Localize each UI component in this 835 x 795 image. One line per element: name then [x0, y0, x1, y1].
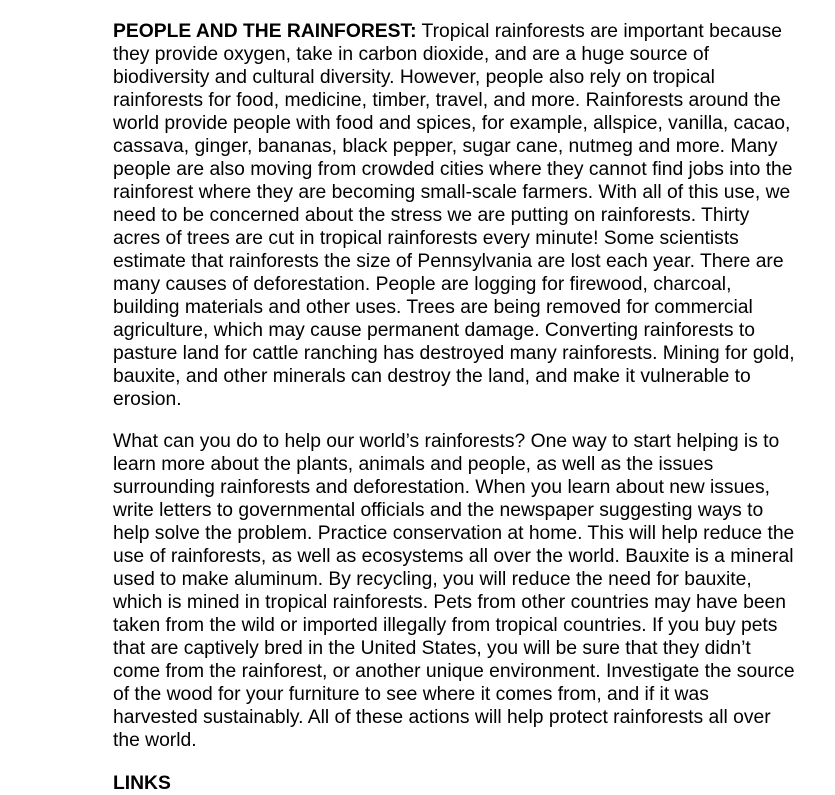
rainforest-people-paragraph	[113, 20, 797, 411]
links-heading: LINKS	[113, 773, 171, 794]
help-rainforests-paragraph	[113, 430, 797, 752]
section-lead-heading: PEOPLE AND THE RAINFOREST:	[113, 21, 417, 42]
document-body	[113, 20, 797, 795]
section-body-text: Tropical rainforests are important because they provide oxygen, take in carbon dioxide, and are a huge source of biodiversity and cultural diversity. However, people also rely on tropical rainforests for food, medicine, timber, travel, and more. Rainforests around the world provide people with food and spices, for example, allspice, vanilla, cacao, cassava, ginger, bananas, black pepper, sugar cane, nutmeg and more. Many people are also moving from crowded cities where they cannot find jobs into the rainforest where they are becoming small-scale farmers. With all of this use, we need to be concerned about the stress we are putting on rainforests. Thirty acres of trees are cut in tropical rainforests every minute! Some scientists estimate that rainforests the size of Pennsylvania are lost each year. There are many causes of deforestation. People are logging for firewood, charcoal, building materials and other uses. Trees are being removed for commercial agriculture, which may cause permanent damage. Converting rainforests to pasture land for cattle ranching has destroyed many rainforests. Mining for gold, bauxite, and other minerals can destroy the land, and make it vulnerable to erosion.	[113, 21, 795, 410]
section-body-text: What can you do to help our world’s rainforests? One way to start helping is to learn more about the plants, animals and people, as well as the issues surrounding rainforests and deforestation. When you learn about new issues, write letters to governmental officials and the newspaper suggesting ways to help solve the problem. Practice conservation at home. This will help reduce the use of rainforests, as well as ecosystems all over the world. Bauxite is a mineral used to make aluminum. By recycling, you will reduce the need for bauxite, which is mined in tropical rainforests. Pets from other countries may have been taken from the wild or imported illegally from tropical countries. If you buy pets that are captively bred in the United States, you will be sure that they didn’t come from the rainforest, or another unique environment. Investigate the source of the wood for your furniture to see where it comes from, and if it was harvested sustainably. All of these actions will help protect rainforests all over the world.	[113, 431, 795, 751]
